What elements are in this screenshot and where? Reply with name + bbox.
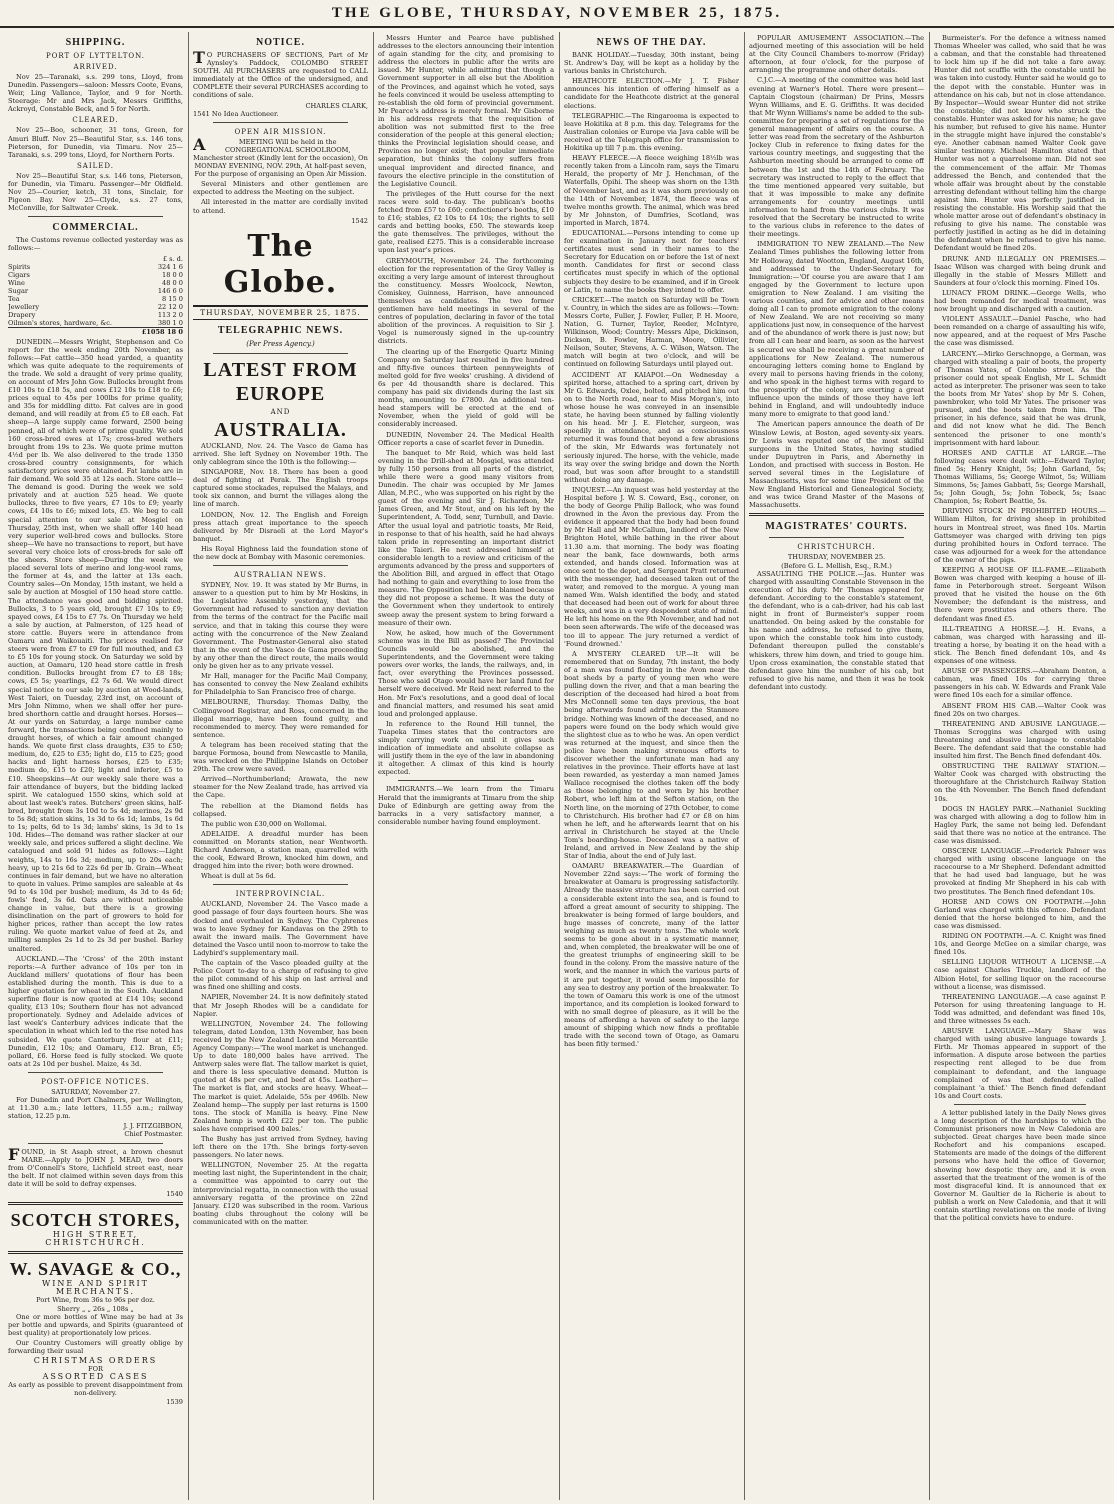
found-ad-ref: 1540	[166, 1189, 183, 1198]
post-office-title: Chief Postmaster.	[124, 1130, 183, 1139]
news-p10: OAMARU BREAKWATER.—The Guardian of November 22nd says:—'The work of forming the breakwater at Oamaru is progressing satisfactorily. Already the massive structure has been carried out a considerable extent into the sea, and is found to afford a great amount of security to shipping. The breakwater is being formed of large boulders, and huge masses of concrete, many of the latter weighing as much as twenty tons. The whole work seems to be gone about in a systematic manner, and, when completed, the breakwater will be one of the greatest triumphs of engineering skill to be found in the colony. From the massive nature of the work, and the manner in which the various parts of it are put together, it would seem impossible for any sea to destroy any portion of the breakwater. To the town of Oamaru this work is one of the utmost importance, and its completion is looked forward to with no small degree of pleasure, as it will be the means of affording a haven of safety to the large amount of shipping which now finds a profitable trade with the second town of Otago, as Oamaru has been fitly termed.'	[564, 862, 739, 1049]
col6-p4: VIOLENT ASSAULT.—Daniel Pasche, who had been remanded on a charge of assaulting his wife, now appeared, and at the request of Mrs Pasche the case was dismissed.	[934, 315, 1106, 348]
column-5	[749, 34, 924, 1496]
separator	[749, 513, 924, 516]
notice-text: T O PURCHASERS OF SECTIONS, Part of Mr Aynsley's Paddock, COLOMBO STREET SOUTH. All PURCHASERS are requested to CALL immediately at the Office of the undersigned, and COMPLETE their several PURCHASES according to conditions of sale.	[193, 48, 368, 100]
separator	[28, 216, 163, 217]
telegraphic-p11: The public won £30,000 on Wollomai.	[201, 819, 327, 828]
post-office-date: SATURDAY, November 27.	[51, 1087, 140, 1096]
separator	[28, 1072, 163, 1073]
court-before: (Before G. L. Mellish, Esq., R.M.)	[781, 561, 892, 570]
col3-p6: The banquet to Mr Reid, which was held last evening in the Drill-shed at Mosgiel, was attended by fully 150 persons from all parts of the district, while there were a good many visitors from Dunedin. The chair was occupied by Mr James Allan, M.P.C., who was supported on his right by the guest of the evening and Sir J. Richardson, Mr James Green, and Mr Stout, and on his left by the Superintendent, A. Todd, senr, Turnbull, and Davie. After the usual loyal and patriotic toasts, Mr Reid, in response to that of his health, said he had always taken pride in representing an important district like the Taieri. He next addressed himself at considerable length to a review and criticism of the arguments advanced by the press and supporters of the Abolition Bill, and argued in effect that Otago had nothing to gain and everything to lose from the measure. The Opposition had been blamed because they did not propose a scheme. It was the duty of the Government when they undertook to entirely sweep away the present system to bring forward a measure of their own.	[378, 448, 554, 627]
col6-p1: Burmeister's. For the defence a witness named Thomas Wheeler was called, who said that he was a cabman, and that the constable had threatened to lock him up if he did not take a fare away. Hunter did not scuffle with the constable until he was taken into custody. Hunter said he would go to the depot with the constable. Hunter was in attendance on his cab, but not in close attendance. By Inspector—Would swear Hunter did not strike the constable; did not know who struck the constable. Hunter was asked for his name; he gave his number, but refused to give his name. Hunter in the struggle might have injured the constable's eye. Another cabman named Walter Cook gave similar testimony. Michael Hamilton stated that Hunter was not a quarrelsome man. Did not see the commencement of the affair. Mr Thomas addressed the Bench, and contended that the whole affair was brought about by the constable arresting defendant without telling him the charge against him. Hunter was perfectly justified in resisting the constable. His Worship said that the whole matter arose out of defendant's obstinacy in refusing to give his name. The constable was perfectly justified in acting as he did in detaining the defendant when he refused to give his name. Defendant would be fined 20s.	[934, 34, 1106, 253]
column-rule	[744, 32, 745, 1500]
separator	[954, 1104, 1086, 1105]
col6-p12: THREATENING AND ABUSIVE LANGUAGE.—Thomas Scroggins was charged with using threatening and abusive language to constable Beere. The defendant said that the constable had insulted him first. The Bench fined defendant 40s.	[934, 719, 1106, 761]
col6-p9: ILL-TREATING A HORSE.—J. H. Evans, a cabman, was charged with harassing and ill-treating a horse, by beating it on the head with a stick. The Bench fined defendant 10s, and 4s expenses of one witness.	[934, 624, 1106, 666]
col6-p13: OBSTRUCTING THE RAILWAY STATION.—Walter Cook was charged with obstructing the thoroughfare at the Christchurch Railway Station on the 4th November. The Bench fined defendant 10s.	[934, 762, 1106, 803]
savage-footer: As early as possible to prevent disappointment from non-delivery.	[8, 1381, 183, 1398]
open-air-heading: OPEN AIR MISSION.	[234, 127, 327, 136]
savage-subtitle: WINE AND SPIRIT	[41, 1279, 150, 1289]
col5-p5: ASSAULTING THE POLICE.—Jas. Hunter was charged with assaulting Constable Stevenson in the execution of his duty. Mr Thomas appeared for defendant. According to the constable's statement, the defendant, who is a cab-driver, had his cab last night in front of Burmeister's supper room unattended. On being asked by the constable for his name and address, he refused to give them, upon which the constable took him into custody. Defendant thereupon pulled the constable's whiskers, threw him down, and tried to gouge him. Upon cross examination, the constable stated that defendant gave him the number of his cab, but refused to give his name, and then it was he took defendant into custody.	[749, 569, 924, 691]
col6-p6: HORSES AND CATTLE AT LARGE.—The following cases were dealt with:—Edward Taylor, fined 5s; Henry Knight, 5s; John Garland, 5s; Thomas Williams, 5s; George Wilmot, 5s; William Simmons, 5s; James Gabbatt, 5s; George Marshall, 5s; John Gough, 5s; John Tobeck, 5s; Isaac Champion, 5s; Robert Beattie, 5s.	[934, 448, 1106, 506]
column-rule	[559, 32, 560, 1500]
masthead: THE GLOBE, THURSDAY, NOVEMBER 25, 1875.	[0, 0, 1114, 28]
christmas-orders: CHRISTMAS ORDERS	[33, 1356, 158, 1366]
col6-p7: DRIVING STOCK IN PROHIBITED HOURS.—William Hilton, for driving sheep in prohibited hours in Montreal street, was fined 10s. Martin Gattsmeyer was charged with driving ten pigs during prohibited hours in Oxford terrace. The case was adjourned for a week for the attendance of the owner of the pigs.	[934, 507, 1106, 564]
column-1	[8, 34, 183, 1496]
telegraphic-p18: The Bushy has just arrived from Sydney, having left there on the 17th. She brings forty-seven passengers. No later news.	[193, 1135, 368, 1160]
col3-p9: IMMIGRANTS.—We learn from the Timaru Herald that the immigrants at Timaru from the ship Duke of Edinburgh are getting away from the barracks in a very satisfactory manner, a considerable number having found employment.	[378, 785, 554, 826]
savage-name: W. SAVAGE & CO.,	[9, 1259, 182, 1280]
col6-p11: ABSENT FROM HIS CAB.—Walter Cook was fined 20s on two charges.	[934, 701, 1106, 718]
notice-heading: NOTICE.	[256, 37, 305, 48]
revenue-total: £1058 18 0	[8, 327, 183, 336]
news-of-day-heading: NEWS OF THE DAY.	[596, 37, 707, 48]
col3-p8: In reference to the Round Hill tunnel, the Tuapeka Times states that the contractors are simply carrying work on until it gives such indication of immediate and absolute collapse as will justify them in the eye of the law in abandoning it altogether. A climax of this kind is hourly expected.	[378, 719, 554, 777]
col6-p17: RIDING ON FOOTPATH.—A. C. Knight was fined 10s, and George McGee on a similar charge, was fined 10s.	[934, 932, 1106, 957]
open-air-text2: Several Ministers and other gentlemen are expected to address the Meeting on the subject.	[193, 180, 368, 197]
telegraphic-heading: TELEGRAPHIC NEWS.	[217, 324, 344, 336]
auckland-report: AUCKLAND.—The 'Cross' of the 20th instant reports:—A further advance of 10s per ton in Auckland millers' quotations of flour has been established during the month. This is due to a higher quotation for wheat in the South. Auckland superfine flour is now quoted at £14 10s; second quality, £13 10s; Southern flour has not advanced proportionately. Sydney and Adelaide advices of last week's Canterbury advices indicate that the speculation in wheat which led to the rise noted has subsided. We quote Canterbury flour at £11; Dunedin, £12 10s; and Oamaru, £12. Bran, £5; pollard, £6. Horse feed is fully stocked. We quote oats at 2s 10d per bushel. Maize, 4s 3d.	[8, 954, 183, 1068]
separator	[8, 1251, 183, 1254]
news-p9: A MYSTERY CLEARED UP.—It will be remembered that on Sunday, 7th instant, the body of a man was found floating in the Avon near the boat sheds by a party of young men who were pulling down the river, and that a man bearing the description of the deceased had hired a boat from Mrs McConnell some ten days previous, the boat being afterwards found adrift near the Stanmore bridge. Nothing was known of the deceased, and no papers were found on the body which would give the slightest clue as to who he was. An open verdict was returned at the inquest, and since then the police have been making strenuous efforts to discover whether the unfortunate man had any relatives in the province. Their efforts have at last been rewarded, as yesterday a man named James Wallace recognised the clothes taken off the body as those belonging to and worn by his brother Robert, who left him at the Sefton station, on the North line, on the morning of 27th October, to come to Christchurch. His brother had £7 or £8 on him when he left, and he afterwards learnt that on his arrival in Christchurch he stayed at the Uncle Tom's boarding-house. Deceased was a native of Ireland, and arrived in New Zealand by the ship Star of India, about the end of July last.	[564, 649, 739, 861]
table-row: Jewellery 22 12 0	[8, 302, 183, 311]
news-p7: ACCIDENT AT KAIAPOI.—On Wednesday a spirited horse, attached to a spring cart, driven by Mr G. Edwards, Oxlee, bolted, and pitched him out on to the North road, near to Miss Morgan's, into whose house he was conveyed in an insensible state, he having been stunned by falling violently on his head. Mr J. E. Fletcher, surgeon, was speedily in attendance, and as consciousness returned it was found that beyond a few abrasions of the skin, Mr Edwards was fortunately not seriously injured. The horse, with the vehicle, made its way over the swing bridge and down the North road, but was soon after brought to a standstill without doing any damage.	[564, 370, 739, 484]
arrived-text: Nov 25—Taranaki, s.s. 299 tons, Lloyd, from Dunedin. Passengers—saloon: Messrs Coote, Evans, Weir, Ling Vallance, Taylor, and 9 for North. Steerage: Mr and Mrs Jack, Messrs Griffiths, Ackroyd, Constable Beck, and 5 for North.	[8, 73, 183, 114]
column-rule	[929, 32, 930, 1500]
globe-dateline: THURSDAY, NOVEMBER 25, 1875.	[193, 305, 368, 320]
cleared-text: Nov 25—Boo, schooner, 31 tons, Green, for Amuri Bluff. Nov 25—Beautiful Star, s.s. 146 tons, Pieterson, for Dunedin, via Timaru. Nov 25—Taranaki, s.s. 299 tons, Lloyd, for Northern Ports.	[8, 126, 183, 159]
separator	[213, 565, 348, 566]
telegraphic-p10: The rebellion at the Diamond fields has collapsed.	[193, 801, 368, 818]
notice-footer: 1541 No Idea Auctioneer.	[193, 109, 279, 118]
telegraphic-p3: LONDON, Nov. 12. The English and Foreign press attach great importance to the speech delivered by Mr Disraeli at the Lord Mayor's banquet.	[193, 510, 368, 543]
news-p8: INQUEST.—An inquest was held yesterday at the Hospital before J. W. S. Coward, Esq., coroner, on the body of George Philip Ballock, who was found drowned in the Avon the previous day. From the evidence it appeared that the body had been found by Mr Hall and Mr McCallum, landlord of the New Brighton Hotel, while bathing in the river about 11.30 a.m. that morning. The body was floating near the bank, face downwards, both arms extended, and hands closed. Information was at once sent to the depot, and Sergeant Pratt returned with the messenger, had deceased taken out of the water, and removed to the morgue. A young man named Wm. Walsh identified the body, and stated that deceased had been out of work for about three weeks, and was in a very despondent state of mind. He left his home on the 9th November, and had not been seen afterwards. The wife of the deceased was too ill to appear. The jury returned a verdict of 'Found drowned.'	[564, 485, 739, 648]
col6-p20: ABUSIVE LANGUAGE.—Mary Shaw was charged with using abusive language towards J. Firth. Mr Thomas appeared in support of the information. A dispute arose between the parties respecting rent alleged to be due from complainant to defendant, and the language complained of was that defendant called complainant 'a thief.' The Bench fined defendant 10s and Court costs.	[934, 1027, 1106, 1100]
telegraphic-p19: WELLINGTON, November 25. At the regatta meeting last night, the Superintendent in the chair, a committee was appointed to carry out the interprovincial regatta, in connection with the usual anniversary regatta of the province on 22nd January. £120 was subscribed in the room. Various boating clubs throughout the colony will be communicated with on the matter.	[193, 1161, 368, 1226]
news-p2: HEATHCOTE ELECTION.—Mr J. T. Fisher announces his intention of offering himself as a candidate for the Heathcote district at the general elections.	[564, 77, 739, 110]
telegraphic-p8: A telegram has been received stating that the barque Formosa, bound from Newcastle to Manila, was wrecked on the Philippine Islands on October 29th. The crew were saved.	[193, 740, 368, 774]
separator	[28, 1143, 163, 1144]
telegraphic-p6: Mr Hall, manager for the Pacific Mail Company, has consented to convey the New Zealand exhibits for Philadelphia to San Francisco free of charge.	[193, 672, 368, 697]
col3-p5: DUNEDIN, November 24. The Medical Health Officer reports a case of scarlet fever in Dunedin.	[378, 430, 554, 447]
news-p5: EDUCATIONAL.—Persons intending to come up for examination in January next for teachers' certificates must send in their names to the Secretary for Education on or before the 1st of next month. Candidates for first or second class certificates must specify in which of the optional subjects they desire to be examined, and if in Greek or Latin, to name the books they intend to offer.	[564, 228, 739, 294]
separator	[213, 353, 348, 354]
post-office-heading: POST-OFFICE NOTICES.	[41, 1077, 150, 1086]
col6-p19: THREATENING LANGUAGE.—A case against P. Peterson for using threatening language to H. Todd was admitted, and defendant was fined 10s, and three witnesses 5s each.	[934, 992, 1106, 1025]
cleared-label: CLEARED.	[72, 116, 119, 125]
col6-p2: DRUNK AND ILLEGALLY ON PREMISES.—Isaac Wilson was charged with being drunk and illegally in the stable of Messrs Millett and Saunders at four o'clock this morning. Fined 10s.	[934, 254, 1106, 287]
telegraphic-p12: ADELAIDE. A dreadful murder has been committed on Morants station, near Wentworth. Richard Anderson, a station man, quarrelled with the cook, Edward Brown, knocked him down, and dragged him into the river; both were drowned.	[193, 829, 368, 871]
port-wine-price: Port Wine, from 36s to 96s per doz.	[36, 1296, 155, 1305]
savage-obliging: Our Country Customers will greatly oblige by forwarding their usual	[8, 1338, 183, 1355]
globe-logo: The Globe.	[223, 228, 338, 300]
open-air-text: A MEETING Will be held in the CONGREGATIONAL SCHOOLROOM, Manchester street (Kindly lent for the occasion), On MONDAY EVENING, NOV. 29th, At half-past seven, For the purpose of organising an Open Air Mission.	[193, 134, 368, 179]
press-agency: (Per Press Agency.)	[246, 339, 315, 348]
col6-p21: A letter published lately in the Daily News gives a long description of the hardships to which the Communist prisoners now in New Caledonia are subjected. Great charges have been made since Rochefort and his companions escaped. Statements are made of the doings of the different persons who have held the office of Governor, showing how despotic they are, and it is even asserted that the treatment of the women is of the most disgraceful kind. It is announced that ex Governor M. Gaultier de la Richerie is about to publish a work on New Caledonia, and that it will contain startling revelations on the mode of living that the political convicts have to endure.	[934, 1108, 1106, 1223]
savage-ref: 1539	[166, 1397, 183, 1406]
column-6	[934, 34, 1106, 1496]
separator	[213, 122, 348, 123]
telegraphic-p15: The captain of the Vasco pleaded guilty at the Police Court to-day to a charge of refusing to give the pilot command of his ship on last arrival and was fined one shilling and costs.	[193, 959, 368, 992]
table-row: Drapery 113 2 0	[8, 310, 183, 319]
telegraphic-p5: SYDNEY, Nov. 19. It was stated by Mr Burns, in answer to a question put to him by Mr Hoskins, in the Legislative Assembly yesterday, that the Government had refused to sanction any deviation from the terms of the contract for the Pacific mail service, and that in taking this course they were acting with the concurrence of the New Zealand Government. The Postmaster-General also stated that in the event of the Vasco de Gama proceeding by any other than the direct route, the mails would only be given her as to any private vessel.	[193, 581, 368, 671]
table-row: Tea 8 15 0	[8, 294, 183, 303]
sailed-label: SAILED.	[77, 161, 114, 170]
separator	[213, 884, 348, 885]
column-2	[193, 34, 368, 1496]
assorted-cases: ASSORTED CASES	[42, 1372, 149, 1382]
found-ad: FOUND, in St Asaph street, a brown chesnut MARE.—Apply to JOHN J. MEAD, two doors from O'Connell's Store, Lichfield street east, near the belt. If not claimed within seven days from this date it will be sold to defray expenses.	[8, 1144, 183, 1188]
col6-p5: LARCENY.—Mirko Gerschnopge, a German, was charged with stealing a pair of boots, the property of Thomas Yates, of Colombo street. As the prisoner could not speak English, Mr L. Schmidt acted as interpreter. The prisoner was seen to take the boots from Mr Yates' shop by Mr S. Cohen, pawnbroker, who told Mr Yates. The prisoner was pursued, and the boots taken from him. The prisoner, in his defence, said that he was drunk, and did not know what he did. The Bench sentenced the prisoner to one month's imprisonment with hard labour.	[934, 349, 1106, 447]
interprovincial-heading: INTERPROVINCIAL.	[235, 890, 326, 899]
post-office-signature: J. J. FITZGIBBON,	[123, 1122, 183, 1131]
telegraphic-p9: Arrived—Northumberland; Arawata, the new steamer for the New Zealand trade, has arrived via the Cape.	[193, 775, 368, 800]
news-p3: TELEGRAPHIC.—The Ringarooma is expected to leave Hokitika at 8 p.m. this day. Telegrams for the Australian colonies or Europe via Java cable will be received at the Telegraph office for transmission to Hokitika up till 7 p.m. this evening.	[564, 111, 739, 153]
col6-p3: LUNACY FROM DRINK.—George Wells, who had been remanded for medical treatment, was now brought up and discharged with a caution.	[934, 288, 1106, 314]
sherry-price: Sherry „ „ 26s „ 108s „	[57, 1304, 134, 1313]
news-p4: HEAVY FLEECE.—A fleece weighing 18½lb was recently taken from a Lincoln ram, says the Timaru Herald, the property of Mr J. Henchman, of the Waterfalls, Opihi. The sheep was shorn on the 13th of November last, and as it was shorn previously on the 14th of November, 1874, the fleece was of twelve months growth. The animal, which was bred by Mr Johnston, of Dumfries, Scotland, was imported in March, 1874.	[564, 154, 739, 227]
sailed-text: Nov 25—Beautiful Star, s.s. 146 tons, Pieterson, for Dunedin, via Timaru. Passenger—Mr Oldfield. Nov 25—Courier, ketch, 31 tons, Sinclair, for Pigeon Bay. Nov 25—Clyde, s.s. 27 tons, McConville, for Saltwater Creek.	[8, 171, 183, 213]
post-office-text: For Dunedin and Port Chalmers, per Wellington, at 11.30 a.m.; late letters, 11.55 a.m.; railway station, 12.25 p.m.	[8, 1096, 183, 1121]
revenue-unit-header: £ s. d.	[162, 254, 183, 263]
shipping-heading: SHIPPING.	[65, 37, 126, 48]
arrived-label: ARRIVED.	[73, 63, 118, 71]
court-date: THURSDAY, NOVEMBER 25.	[787, 553, 886, 562]
news-p1: BANK HOLIDAY.—Tuesday, 30th instant, being St. Andrew's Day, will be kept as a holiday by the various banks in Christchurch.	[564, 51, 739, 76]
col3-p3: GREYMOUTH, November 24. The forthcoming election for the representation of the Grey Valley is exciting a very large amount of interest throughout the constituency. Messrs Woolcock, Newton, Comiskey, Guinness, Harrison, have announced themselves as candidates. The two former gentlemen have held meetings in several of the centres of population, declaring in favor of the total abolition of the provinces. A requisition to Sir J. Vogel is numerously signed in the up-country districts.	[378, 256, 554, 346]
notice-signature: CHARLES CLARK,	[305, 101, 368, 110]
telegraphic-p4: His Royal Highness laid the foundation stone of the new dock at Bombay with Masonic ceremonies.	[193, 544, 368, 561]
customs-intro: The Customs revenue collected yesterday was as follows:—	[8, 236, 183, 253]
open-air-ref: 1542	[351, 216, 368, 225]
revenue-table	[8, 255, 183, 336]
table-row: Oilmen's stores, hardware, &c. 380 1 0	[8, 318, 183, 327]
col3-p1: Messrs Hunter and Pearce have published addresses to the electors announcing their intention of again standing for the city, and promising to address the electors in public after the writs are issued. Mr Hunter, while admitting that though a Government supporter in all else but the Abolition of the Provinces, and against which he voted, says he feels convinced it would be useless attempting to re-establish the old form of provincial government. Mr Pearce's address is merely formal. Mr Gisborne in his address regrets that the requisition of abolition was not submitted first to the free consideration of the people at this general election; thinks the Provincial legislation should cease, and Provinces no longer exist; that popular immediate separation, but thinks the colony suffers from unequal improvident and directed finance, and favours the elective principle in the constitution of the Legislative Council.	[378, 34, 554, 188]
column-rule	[188, 32, 189, 1500]
column-rule	[373, 32, 374, 1500]
col6-p14: DOGS IN HAGLEY PARK.—Nathaniel Suckling was charged with allowing a dog to follow him in Hagley Park, the same not being led. Defendant said that there was no notice at the entrance. The case was dismissed.	[934, 804, 1106, 845]
col3-p7: Now, he asked, how much of the Government scheme was in the Bill as passed? The Provincial Councils would be abolished, and the Superintendents, and the Government were taking powers over works, the lands, the railways, and, in fact, over everything the Provinces possessed. Those who said Otago would have her land fund for herself were deceived. Mr Reid next referred to the Hon. Mr Fox's resolutions, and a good deal of local and financial matters, and resumed his seat amid loud and prolonged applause.	[378, 628, 554, 718]
telegraphic-p17: WELLINGTON, November 24. The following telegram, dated London, 13th November, has been received by the New Zealand Loan and Mercantile Agency Company:—'The wool market is unchanged. Up to date 180,000 bales have arrived. The Antwerp sales were flat. The tallow market is quiet, and there is less speculative demand. Mutton is quoted at 48s per cwt, and beef at 45s. Leather—The market is flat, and stocks are heavy. Wheat—The market is quiet. Adelaide, 55s per 496lb. New Zealand hemp—The supply per last returns is 1500 tons. The stock of Manilla is heavy. Fine New Zealand hemp is worth £22 per ton. The public sales have comprised 400 bales.'	[193, 1019, 368, 1133]
col5-p4: The American papers announce the death of Dr Winslow Lewis, at Boston, aged seventy-six years. Dr Lewis was reputed one of the most skilful surgeons in the United States, having studied under Dupuytren in Paris, and Abernethy in London, and practised with success in Boston. He served several times in the Legislature of Massachusetts, was for some time President of the New England Historical and Genealogical Society, and was twice Grand Master of the Masons of Massachusetts.	[749, 420, 924, 510]
separator	[8, 1202, 183, 1205]
col3-p4: The clearing up of the Energetic Quartz Mining Company on Saturday last resulted in five hundred and fifty-five ounces thirteen pennyweights of melted gold for five weeks' crushing. A dividend of 6s per 4d thousandth share is declared. This company has paid six dividends during the last six months, amounting to £7800. An additional ten-head stampers will be erected at the end of November, when the yield of gold will be considerably increased.	[378, 347, 554, 429]
table-row: Sugar 146 6 0	[8, 286, 183, 295]
separator	[398, 780, 534, 781]
latest-australia: AUSTRALIA.	[214, 418, 347, 441]
australian-news-heading: AUSTRALIAN NEWS.	[234, 571, 327, 580]
table-row: Wine 48 0 0	[8, 278, 183, 287]
latest-from-europe: LATEST FROM EUROPE	[203, 358, 358, 405]
table-row: Spirits 324 1 6	[8, 262, 183, 271]
col5-p2: C.J.C.—A meeting of the committee was held last evening at Warner's Hotel. There were present—Captain Clogstoun (chairman) Dr Prins, Messrs Wynn Williams, and E. G. Griffiths. It was decided that Mr Wynn Williams's name be added to the sub-committee for preparing a set of regulations for the general management of affairs on the course. A letter was read from the secretary of the Ashburton Jockey Club in reference to fixing dates for the various country meetings, and suggesting that the Ashburton meeting should be arranged to come off between the 1st and the 14th of February. The secretary was instructed to reply to the effect that the time mentioned appeared very suitable, but that it was impossible to make any definite arrangements for country meetings until information to hand from the various clubs. It was resolved that the Secretary be instructed to write to the various clubs in reference to the dates of their meetings.	[749, 76, 924, 239]
col5-p1: POPULAR AMUSEMENT ASSOCIATION.—The adjourned meeting of this association will be held at the City Council Chambers to-morrow (Friday) afternoon, at four o'clock, for the purpose of arranging the programme and other details.	[749, 34, 924, 75]
col6-p16: HORSE AND COWS ON FOOTPATH.—John Garland was charged with this offence. Defendant denied that the horse belonged to him, and the case was dismissed.	[934, 897, 1106, 930]
col6-p15: OBSCENE LANGUAGE.—Frederick Palmer was charged with using obscene language on the racecourse to a Mr Shepherd. Defendant admitted that he had used bad language, but he was provoked at finding Mr Shepherd in his cab with two prostitutes. The Bench fined defendant 10s.	[934, 847, 1106, 896]
savage-text: One or more bottles of Wine may be had at 3s per bottle and upwards, and Spirits (guaranteed of best quality) at proportionately low prices.	[8, 1312, 183, 1337]
scotch-stores-address: HIGH STREET, CHRISTCHURCH.	[45, 1230, 146, 1248]
port-name: PORT OF LYTTELTON.	[45, 52, 146, 60]
column-4	[564, 34, 739, 1496]
telegraphic-p2: SINGAPORE, Nov. 18. There has been a good deal of fighting at Perak. The English troops captured some stockades, repulsed the Malays, and took six cannon, and burnt the villages along the line of march.	[193, 468, 368, 509]
magistrates-heading: MAGISTRATES' COURTS.	[765, 521, 908, 533]
telegraphic-p7: MELBOURNE, Thursday. Thomas Dalby, the Collingwood Registrar, and Ross, concerned in the illegal marriage, have been found guilty, and recommended to mercy. They were remanded for sentence.	[193, 698, 368, 739]
savage-for: FOR	[88, 1365, 103, 1374]
news-p6: CRICKET.—The match on Saturday will be Town v. Country, in which the sides are as follows:—Town: Messrs Corte, Fuller, J. Fowler, Fuller, P. H. Moore, Nation, G. Turner, Taylor, Reeder, McIntyre, Wilkinson, Wood; Country: Messrs Alpe, Dickinson, Dickson, B. Fowler, Harman, Moore, Ollivier, Neilson, Souter, Stevens, A. C. Wilson, Watson. The match will begin at two o'clock, and will be continued on following Saturdays until played out.	[564, 295, 739, 369]
dunedin-report: DUNEDIN.—Messrs Wright, Stephenson and Co report for the week ending 20th November, as follows:—Fat cattle—350 head yarded, a quantity which was quite adequate to the requirements of the trade. We sold a draught of very prime quality, on account of Mrs John Gow. Bullocks brought from £10 10s to £18 5s, and cows £12 10s to £18 to £6; prices equal to 45s per 100lbs for prime quality, and 35s for middling ditto. Fat calves are in good demand, and will readily at from £5 to £8 each. Fat sheep—A large supply came forward, 2500 being penned, all of which were of prime quality. We sold 160 cross-bred ewes at 17s; cross-bred wethers brought from 19s to 23s. We quote prime mutton 4½d per lb. We also delivered to the trade 1350 cross-bred country consignments, for which satisfactory prices were obtained. Fat lambs are in fair demand. We sold 35 at 12s each. Store cattle—The demand is good. During the week we sold privately and at auction 525 head. We quote bullocks, three to five years, £7 10s to £9; yearly cows, £4 10s to £6; mixed lots, £5. We beg to call special attention to our sale at Mosgiel on Thursday, 25th inst, when we shall offer 140 head very superior well-bred cows and bullocks. Store sheep—We have no transactions to report, but have several very choice lots of cross-breds for sale off the sheers. Store sheep—During the week we placed several lots of merino and long-wool rams, the former at 4s, and the latter at 13s each. Country sales—On Monday, 15th instant, we held a sale by auction at Mosgiel of 150 head store cattle. The attendance was good and bidding spirited. Bullocks, 3 to 5 years old, brought £7 10s to £9; spayed cows, £4 15s to £7 7s. On Thursday we held a sale by auction, at Palmerston, of 125 head of store cattle. Buyers were in attendance from Oamaru and Waikouaiti. The prices realised for steers were from £7 to £9 for full mouthed, and £3 to £5 10s for young stock. On Saturday we sold by auction, at Oamaru, 120 head store cattle in fresh condition. Bullocks brought from £7 to £8 18s; cows, £5 5s; yearlings, £2 7s 6d. We would direct special notice to our sale by auction at Wood-lands, West Taieri, on Tuesday, 23rd inst, on account of Mrs John Nimmo, when we shall offer her pure-bred shorthorn cattle and draught horses. Horses—At our yards on Saturday, a large number came forward, the transactions being confined mainly to draught horses, of which a fair amount changed hands. We quote first class draughts, £35 to £50; medium, do, £25 to £35; light do, £15 to £25; good hacks and light harness horses, £25 to £35; medium do, £15 to £20; light and inferior, £5 to £10. Sheepskins—At our weekly sale there was a fair attendance of buyers, but the bidding lacked spirit. We catalogued 1550 skins, which sold at about last week's rates. Butchers' green skins, half-bred, brought from 3s 10d to 5s 4d; merinos, 2s 9d to 5s 8d; station skins, 1s 3d to 6s 1d; lambs, 1s 6d to 1s; pelts, 6d to 1s 3d; lambs' skins, 1s 3d to 1s 10d. Hides—The demand was rather slacker at our weekly sale, and prices suffered a slight decline. We catalogued and sold 91 hides as follows:—Light weights, 14s to 16s 3d; medium, up to 20s each; heavy, up to 21s 6d to 22s 6d per lb. Grain—Wheat continues in fair demand, but we have no alteration to quote in values. Prime samples are saleable at 4s 9d to 4s 10d per bushel; medium, 4s 3d to 4s 6d; fowls' feed, 3s 6d. Oats are without noticeable change in value, but there is a growing disinclination on the part of growers to hold for higher prices, rather than accept the low rates ruling. We quote market value of feed at 2s, and milling samples 2s 1d to 2s 3d per bushel. Barley unaltered.	[8, 337, 183, 953]
table-row: Cigars 18 0 0	[8, 270, 183, 279]
column-3	[378, 34, 554, 1496]
latest-and: AND	[270, 407, 291, 416]
savage-subtitle2: MERCHANTS.	[55, 1287, 135, 1297]
telegraphic-p13: Wheat is dull at 5s 6d.	[201, 872, 276, 881]
separator	[769, 537, 904, 538]
col3-p2: The privileges of the Hutt course for the next races were sold to-day. The publican's booths fetched from £57 to £60; confectioner's booths, £10 to £16; stables, £2 10s to £4 10s; the rights to sell cards and betting books, £50. The stewards keep the gate themselves. The privileges, without the gate, realised £275. This is a considerable increase upon last year's prices.	[378, 189, 554, 255]
col6-p8: KEEPING A HOUSE OF ILL-FAME.—Elizabeth Bowen was charged with keeping a house of ill-fame in Peterborough street. Sergeant Wilson proved that he visited the house on the 6th November; the defendant is the mistress, and there were prostitutes and others there. The defendant was fined £5.	[934, 566, 1106, 623]
scotch-stores-name: SCOTCH STORES,	[10, 1210, 181, 1231]
christchurch-heading: CHRISTCHURCH.	[797, 543, 876, 552]
telegraphic-p14: AUCKLAND, November 24. The Vasco made a good passage of four days fourteen hours. She was docked and overhauled in Sydney. The Cyphrenes was to leave Sydney for Kandavas on the 29th to await the inward mails. The Government have detained the Vasco until noon to-morrow to take the Ladybird's supplementary mail.	[193, 900, 368, 957]
telegraphic-p16: NAPIER, November 24. It is now definitely stated that Mr Joseph Rhodes will be a candidate for Napier.	[193, 993, 368, 1018]
col5-p3: IMMIGRATION TO NEW ZEALAND.—The New Zealand Times publishes the following letter from Mr Holloway, dated Wootton, England, August 16th, and addressed to the Under-Secretary for Immigration:—'Of course you are aware that I am engaged by the Government to lecture upon emigration to New Zealand. I am visiting the various counties, and for advice and other means doing all I can to promote emigration to the colony of New Zealand. We are not receiving so many applications just now, in consequence of the harvest and of the abundance of work there is just now; but from all I can hear and learn, as soon as the harvest is secured we shall be receiving a great number of applications for New Zealand. The numerous encouraging letters coming home to England by every mail to persons having friends in the colony, and who speak in the highest terms with regard to the prosperity of the colony, are exerting a great influence upon the minds of those they have left behind in England, and will undoubtedly induce many more to emigrate to that good land.'	[749, 240, 924, 419]
telegraphic-p1: AUCKLAND, Nov. 24. The Vasco de Gama has arrived. She left Sydney on November 19th. The only cablegram since the 10th is the following:—	[193, 441, 368, 466]
open-air-text3: All interested in the matter are cordially invited to attend.	[193, 198, 368, 215]
commercial-heading: COMMERCIAL.	[52, 222, 139, 234]
col6-p18: SELLING LIQUOR WITHOUT A LICENSE.—A case against Charles Truckle, landlord of the Albion Hotel, for selling liquor on the racecourse without a license, was dismissed.	[934, 958, 1106, 991]
col6-p10: ABUSE OF PASSENGERS.—Abraham Denton, a cabman, was fined 10s for carrying three passengers in his cab. W. Edwards and Frank Vale were fined 10s each for a similar offence.	[934, 667, 1106, 700]
